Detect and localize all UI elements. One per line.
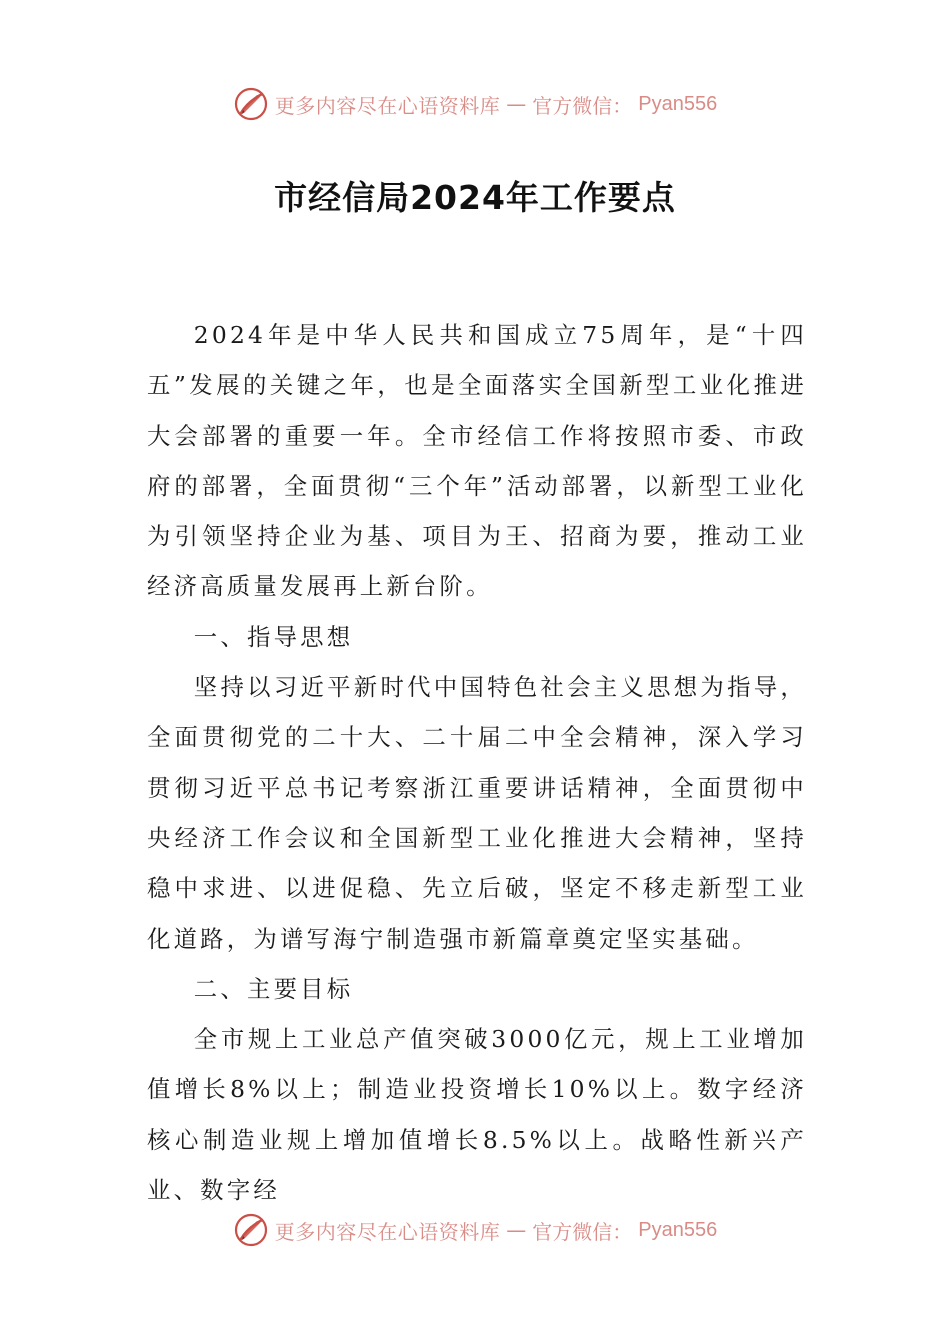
watermark-label: 官方微信： (532, 93, 633, 118)
watermark-wechat-id: Pyan556 (638, 1218, 718, 1241)
watermark-separator: — (506, 92, 527, 116)
watermark-header (0, 84, 950, 124)
watermark-text: 更多内容尽在心语资料库 (274, 1219, 501, 1244)
watermark-label: 官方微信： (532, 1219, 633, 1244)
section-heading: 二、主要目标 (193, 974, 354, 1003)
pen-logo-icon (233, 86, 269, 122)
watermark-text: 更多内容尽在心语资料库 (274, 93, 501, 118)
section-paragraph: 全市规上工业总产值突破3000亿元，规上工业增加值增长8%以上；制造业投资增长10%以上。数字经济核心制造业规上增加值增长8.5%以上。战略性新兴产业、数字经 (147, 1025, 807, 1205)
watermark-wechat-id: Pyan556 (638, 92, 718, 115)
watermark-footer (0, 1210, 950, 1250)
section-heading: 一、指导思想 (193, 622, 354, 651)
page-title: 市经信局2024年工作要点 (274, 178, 676, 217)
section-paragraph: 坚持以习近平新时代中国特色社会主义思想为指导，全面贯彻党的二十大、二十届二中全会精神，深入学习贯彻习近平总书记考察浙江重要讲话精神，全面贯彻中央经济工作会议和全国新型工业化推进大会精神，坚持稳中求进、以进促稳、先立后破，坚定不移走新型工业化道路，为谱写海宁制造强市新篇章奠定坚实基础。 (147, 673, 807, 953)
intro-paragraph: 2024年是中华人民共和国成立75周年，是“十四五”发展的关键之年，也是全面落实全国新型工业化推进大会部署的重要一年。全市经信工作将按照市委、市政府的部署，全面贯彻“三个年”活动部署，以新型工业化为引领坚持企业为基、项目为王、招商为要，推动工业经济高质量发展再上新台阶。 (147, 321, 807, 601)
pen-logo-icon (233, 1212, 269, 1248)
watermark-separator: — (506, 1218, 527, 1242)
document-body (147, 310, 807, 1215)
